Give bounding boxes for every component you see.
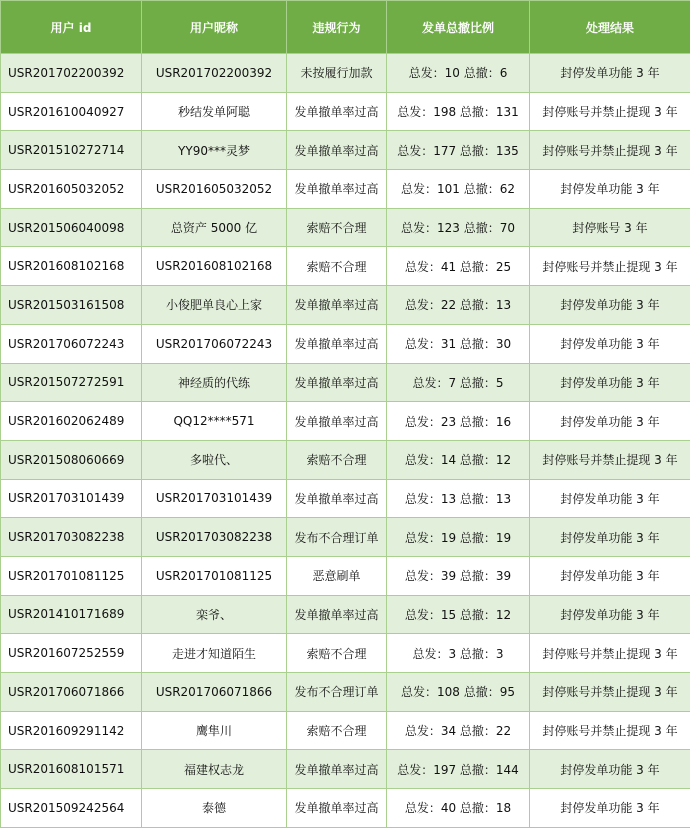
cell-nickname: 神经质的代练 <box>142 363 287 402</box>
cell-ratio: 总发：198 总撤：131 <box>387 92 530 131</box>
cell-ratio: 总发：13 总撤：13 <box>387 479 530 518</box>
cell-result: 封停账号并禁止提现 3 年 <box>530 673 690 712</box>
cell-nickname: USR201703101439 <box>142 479 287 518</box>
cell-user-id: USR201706071866 <box>1 673 142 712</box>
cell-user-id: USR201503161508 <box>1 286 142 325</box>
cell-ratio: 总发：15 总撤：12 <box>387 595 530 634</box>
cell-nickname: YY90***灵梦 <box>142 131 287 170</box>
cell-violation: 发单撤单率过高 <box>287 286 387 325</box>
cell-ratio: 总发：40 总撤：18 <box>387 789 530 828</box>
table-row <box>1 402 690 441</box>
cell-result: 封停发单功能 3 年 <box>530 286 690 325</box>
table-row <box>1 440 690 479</box>
header-row <box>1 1 690 54</box>
table-row <box>1 131 690 170</box>
cell-nickname: 走进才知道陌生 <box>142 634 287 673</box>
cell-ratio: 总发：177 总撤：135 <box>387 131 530 170</box>
cell-nickname: QQ12****571 <box>142 402 287 441</box>
cell-violation: 发单撤单率过高 <box>287 170 387 209</box>
cell-violation: 发单撤单率过高 <box>287 363 387 402</box>
table-row <box>1 479 690 518</box>
cell-result: 封停账号并禁止提现 3 年 <box>530 131 690 170</box>
cell-ratio: 总发：14 总撤：12 <box>387 440 530 479</box>
cell-result: 封停发单功能 3 年 <box>530 363 690 402</box>
cell-ratio: 总发：7 总撤：5 <box>387 363 530 402</box>
cell-violation: 发单撤单率过高 <box>287 750 387 789</box>
cell-ratio: 总发：108 总撤：95 <box>387 673 530 712</box>
header-ratio: 发单总撤比例 <box>387 1 530 54</box>
cell-nickname: 多啦代、 <box>142 440 287 479</box>
table-row <box>1 634 690 673</box>
cell-result: 封停发单功能 3 年 <box>530 789 690 828</box>
cell-ratio: 总发：197 总撤：144 <box>387 750 530 789</box>
cell-user-id: USR201509242564 <box>1 789 142 828</box>
cell-nickname: 总资产 5000 亿 <box>142 208 287 247</box>
cell-nickname: USR201706071866 <box>142 673 287 712</box>
cell-result: 封停账号并禁止提现 3 年 <box>530 440 690 479</box>
cell-user-id: USR201703101439 <box>1 479 142 518</box>
table-row <box>1 247 690 286</box>
table-row <box>1 92 690 131</box>
cell-nickname: 栾爷、 <box>142 595 287 634</box>
cell-violation: 索赔不合理 <box>287 247 387 286</box>
cell-user-id: USR201608102168 <box>1 247 142 286</box>
table-row <box>1 363 690 402</box>
cell-user-id: USR201706072243 <box>1 324 142 363</box>
cell-nickname: USR201701081125 <box>142 556 287 595</box>
table-row <box>1 711 690 750</box>
cell-result: 封停账号并禁止提现 3 年 <box>530 711 690 750</box>
cell-nickname: USR201703082238 <box>142 518 287 557</box>
cell-ratio: 总发：41 总撤：25 <box>387 247 530 286</box>
cell-violation: 发单撤单率过高 <box>287 402 387 441</box>
cell-result: 封停账号并禁止提现 3 年 <box>530 247 690 286</box>
cell-violation: 索赔不合理 <box>287 711 387 750</box>
cell-violation: 索赔不合理 <box>287 208 387 247</box>
cell-ratio: 总发：101 总撤：62 <box>387 170 530 209</box>
table-row <box>1 556 690 595</box>
cell-user-id: USR201609291142 <box>1 711 142 750</box>
cell-result: 封停发单功能 3 年 <box>530 479 690 518</box>
cell-user-id: USR201610040927 <box>1 92 142 131</box>
cell-violation: 未按履行加款 <box>287 54 387 93</box>
cell-ratio: 总发：3 总撤：3 <box>387 634 530 673</box>
cell-ratio: 总发：22 总撤：13 <box>387 286 530 325</box>
cell-user-id: USR201605032052 <box>1 170 142 209</box>
cell-user-id: USR201607252559 <box>1 634 142 673</box>
cell-violation: 发单撤单率过高 <box>287 479 387 518</box>
cell-ratio: 总发：10 总撤：6 <box>387 54 530 93</box>
table-row <box>1 789 690 828</box>
cell-result: 封停发单功能 3 年 <box>530 595 690 634</box>
cell-ratio: 总发：19 总撤：19 <box>387 518 530 557</box>
cell-violation: 发单撤单率过高 <box>287 789 387 828</box>
table-body <box>1 54 690 828</box>
cell-result: 封停账号 3 年 <box>530 208 690 247</box>
cell-nickname: 泰德 <box>142 789 287 828</box>
table-row <box>1 518 690 557</box>
cell-nickname: USR201702200392 <box>142 54 287 93</box>
cell-result: 封停发单功能 3 年 <box>530 750 690 789</box>
cell-user-id: USR201608101571 <box>1 750 142 789</box>
cell-ratio: 总发：123 总撤：70 <box>387 208 530 247</box>
table-row <box>1 170 690 209</box>
cell-user-id: USR201410171689 <box>1 595 142 634</box>
header-result: 处理结果 <box>530 1 690 54</box>
cell-user-id: USR201507272591 <box>1 363 142 402</box>
cell-result: 封停账号并禁止提现 3 年 <box>530 634 690 673</box>
cell-violation: 发单撤单率过高 <box>287 595 387 634</box>
table-row <box>1 286 690 325</box>
cell-result: 封停发单功能 3 年 <box>530 54 690 93</box>
table-header <box>1 1 690 54</box>
cell-result: 封停发单功能 3 年 <box>530 518 690 557</box>
cell-user-id: USR201703082238 <box>1 518 142 557</box>
cell-nickname: 福建权志龙 <box>142 750 287 789</box>
cell-nickname: USR201608102168 <box>142 247 287 286</box>
header-nickname: 用户昵称 <box>142 1 287 54</box>
header-violation: 违规行为 <box>287 1 387 54</box>
cell-result: 封停发单功能 3 年 <box>530 170 690 209</box>
cell-violation: 索赔不合理 <box>287 634 387 673</box>
cell-violation: 发布不合理订单 <box>287 518 387 557</box>
cell-ratio: 总发：31 总撤：30 <box>387 324 530 363</box>
table-row <box>1 54 690 93</box>
cell-user-id: USR201508060669 <box>1 440 142 479</box>
cell-violation: 发单撤单率过高 <box>287 131 387 170</box>
cell-nickname: 秒结发单阿聪 <box>142 92 287 131</box>
cell-violation: 发单撤单率过高 <box>287 92 387 131</box>
table-row <box>1 324 690 363</box>
cell-nickname: 鹰隼川 <box>142 711 287 750</box>
cell-violation: 恶意刷单 <box>287 556 387 595</box>
table-row <box>1 595 690 634</box>
cell-user-id: USR201702200392 <box>1 54 142 93</box>
cell-violation: 发布不合理订单 <box>287 673 387 712</box>
cell-result: 封停发单功能 3 年 <box>530 324 690 363</box>
cell-result: 封停发单功能 3 年 <box>530 556 690 595</box>
cell-ratio: 总发：23 总撤：16 <box>387 402 530 441</box>
cell-violation: 发单撤单率过高 <box>287 324 387 363</box>
cell-nickname: 小俊肥单良心上家 <box>142 286 287 325</box>
table-row <box>1 673 690 712</box>
cell-user-id: USR201602062489 <box>1 402 142 441</box>
cell-ratio: 总发：34 总撤：22 <box>387 711 530 750</box>
cell-violation: 索赔不合理 <box>287 440 387 479</box>
cell-ratio: 总发：39 总撤：39 <box>387 556 530 595</box>
table-row <box>1 208 690 247</box>
cell-result: 封停账号并禁止提现 3 年 <box>530 92 690 131</box>
cell-user-id: USR201506040098 <box>1 208 142 247</box>
cell-nickname: USR201706072243 <box>142 324 287 363</box>
cell-nickname: USR201605032052 <box>142 170 287 209</box>
table-row <box>1 750 690 789</box>
header-user-id: 用户 id <box>1 1 142 54</box>
cell-user-id: USR201701081125 <box>1 556 142 595</box>
cell-result: 封停发单功能 3 年 <box>530 402 690 441</box>
cell-user-id: USR201510272714 <box>1 131 142 170</box>
